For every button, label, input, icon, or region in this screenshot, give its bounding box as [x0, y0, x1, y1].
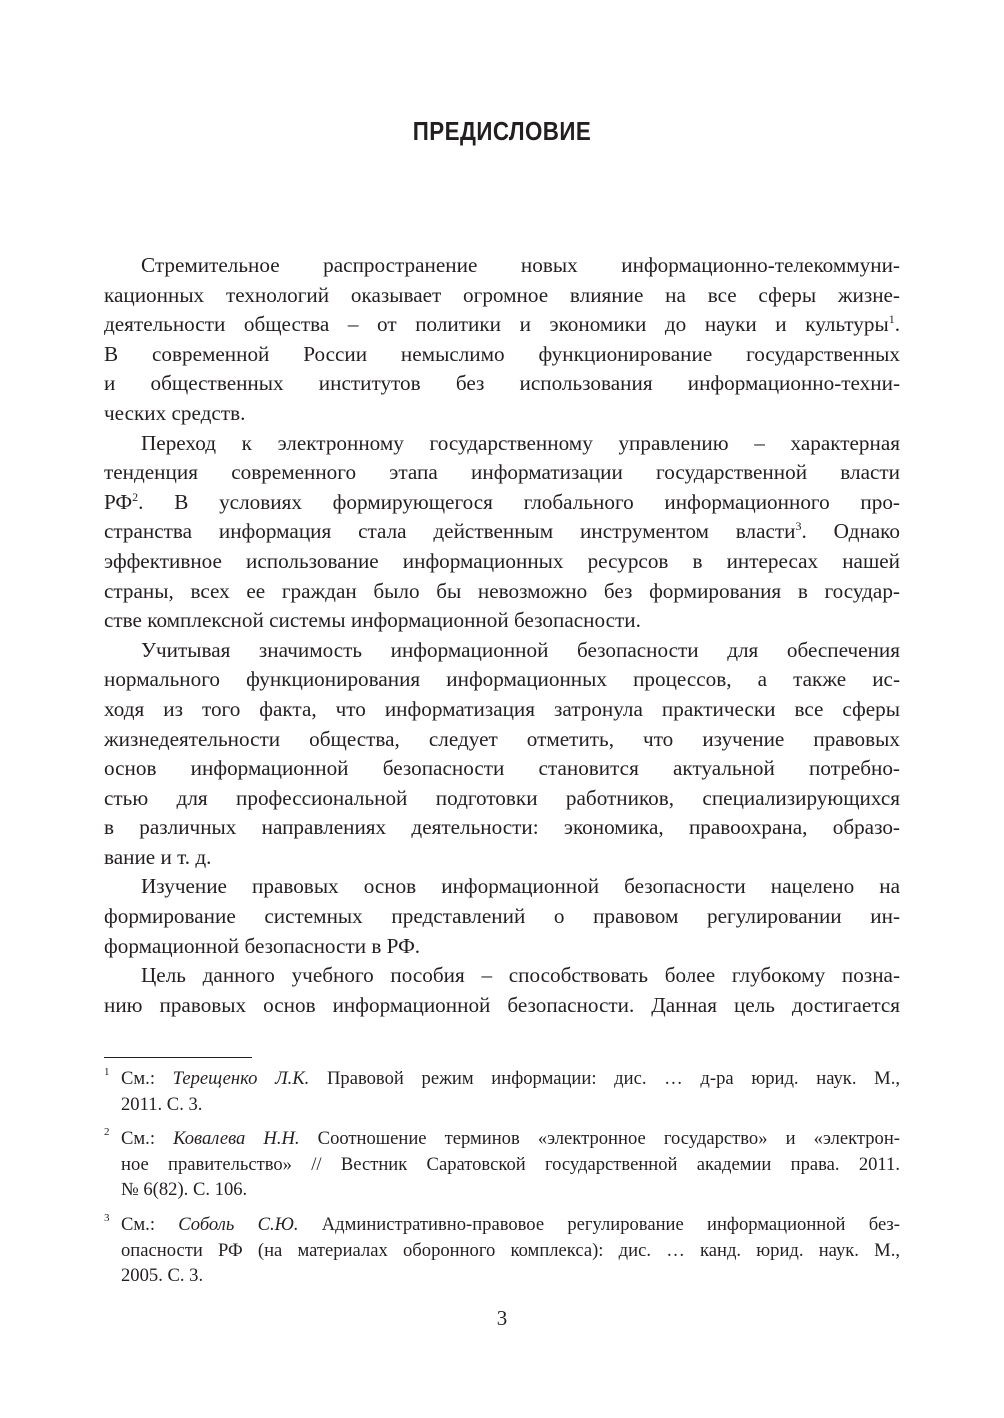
text-line — [104, 488, 900, 518]
footnote-ref-2[interactable]: 2 — [132, 489, 139, 504]
text-line — [104, 310, 900, 340]
text-line: В современной России немыслимо функционирование государственных — [104, 341, 900, 366]
text-fragment: . Однако — [801, 519, 900, 544]
text-line: в различных направлениях деятельности: экономика, правоохрана, образо- — [104, 815, 900, 840]
text-line: № 6(82). С. 106. — [121, 1179, 248, 1201]
text-line: ходя из того факта, что информатизация затронула практически все сферы — [104, 696, 900, 721]
footnote-1 — [104, 1066, 900, 1117]
footnote-author: Терещенко Л.К. — [172, 1068, 310, 1089]
text-line: ное правительство» // Вестник Саратовской государственной академии права. 2011. — [121, 1153, 900, 1175]
text-line: Переход к электронному государственному управлению – характерная — [141, 430, 900, 455]
main-text — [104, 251, 900, 1020]
text-line: 2005. С. 3. — [121, 1265, 204, 1287]
text-line: стью для профессиональной подготовки работников, специализирующихся — [104, 785, 900, 810]
footnote-number: 2 — [104, 1126, 110, 1139]
footnote-number: 3 — [104, 1211, 110, 1224]
text-line: формационной безопасности в РФ. — [104, 933, 421, 958]
text-line: эффективное использование информационных ресурсов в интересах нашей — [104, 548, 900, 573]
footnote-prefix: См.: — [121, 1068, 173, 1089]
text-line — [121, 1212, 900, 1238]
footnote-ref-3[interactable]: 3 — [795, 519, 802, 534]
text-line: основ информационной безопасности становится актуальной потребно- — [104, 756, 900, 781]
text-fragment: Соотношение терминов «электронное государство» и «электрон- — [299, 1128, 900, 1150]
text-line: стве комплексной системы информационной безопасности. — [104, 608, 641, 633]
paragraph-4 — [104, 872, 900, 961]
text-fragment: . — [894, 312, 900, 337]
text-line — [121, 1126, 900, 1152]
text-line: кационных технологий оказывает огромное влияние на все сферы жизне- — [104, 282, 900, 307]
text-line: тенденция современного этапа информатизации государственной власти — [104, 460, 900, 485]
footnote-number: 1 — [104, 1066, 110, 1078]
text-line — [104, 517, 900, 547]
footnote-author: Соболь С.Ю. — [178, 1213, 299, 1235]
paragraph-1 — [104, 251, 900, 429]
book-page — [104, 0, 900, 1418]
text-line: Стремительное распространение новых информационно-телекоммуни- — [141, 253, 900, 277]
text-line: Изучение правовых основ информационной безопасности нацелено на — [141, 874, 900, 899]
text-fragment: . В условиях формирующегося глобального информационного про- — [138, 489, 900, 514]
text-line: страны, всех ее граждан было бы невозможно без формирования в государ- — [104, 578, 900, 603]
footnote-3 — [104, 1212, 900, 1289]
page-number: 3 — [496, 1306, 508, 1330]
text-line — [121, 1066, 900, 1092]
text-line: Учитывая значимость информационной безопасности для обеспечения — [141, 637, 900, 662]
text-fragment: Правовой режим информации: дис. … д-ра юрид. наук. М., — [309, 1068, 900, 1089]
footnote-separator — [104, 1057, 252, 1058]
paragraph-3 — [104, 636, 900, 873]
text-line: опасности РФ (на материалах оборонного комплекса): дис. … канд. юрид. наук. М., — [121, 1239, 900, 1261]
text-line: вание и т. д. — [104, 844, 212, 869]
footnote-2 — [104, 1126, 900, 1203]
text-line: нию правовых основ информационной безопасности. Данная цель достигается — [104, 992, 900, 1017]
text-fragment: деятельности общества – от политики и экономики до науки и культуры — [104, 312, 889, 337]
footnotes — [104, 1066, 900, 1298]
text-fragment: Административно-правовое регулирование информационной без- — [298, 1213, 900, 1235]
footnote-prefix: См.: — [121, 1128, 174, 1150]
text-line: 2011. С. 3. — [121, 1093, 203, 1115]
text-line: жизнедеятельности общества, следует отметить, что изучение правовых — [104, 726, 900, 751]
footnote-ref-1[interactable]: 1 — [888, 312, 895, 327]
text-line: формирование системных представлений о правовом регулировании ин- — [104, 904, 900, 929]
text-fragment: РФ — [104, 489, 133, 514]
chapter-heading: ПРЕДИСЛОВИЕ — [412, 116, 592, 146]
text-line: ческих средств. — [104, 400, 246, 425]
text-line: Цель данного учебного пособия – способствовать более глубокому позна- — [141, 963, 900, 988]
footnote-prefix: См.: — [121, 1213, 179, 1235]
text-line: нормального функционирования информационных процессов, а также ис- — [104, 667, 900, 692]
paragraph-5 — [104, 961, 900, 1020]
footnote-author: Ковалева Н.Н. — [173, 1128, 300, 1150]
paragraph-2 — [104, 429, 900, 636]
text-fragment: странства информация стала действенным инструментом власти — [104, 519, 796, 544]
text-line: и общественных институтов без использования информационно-техни- — [104, 371, 900, 396]
